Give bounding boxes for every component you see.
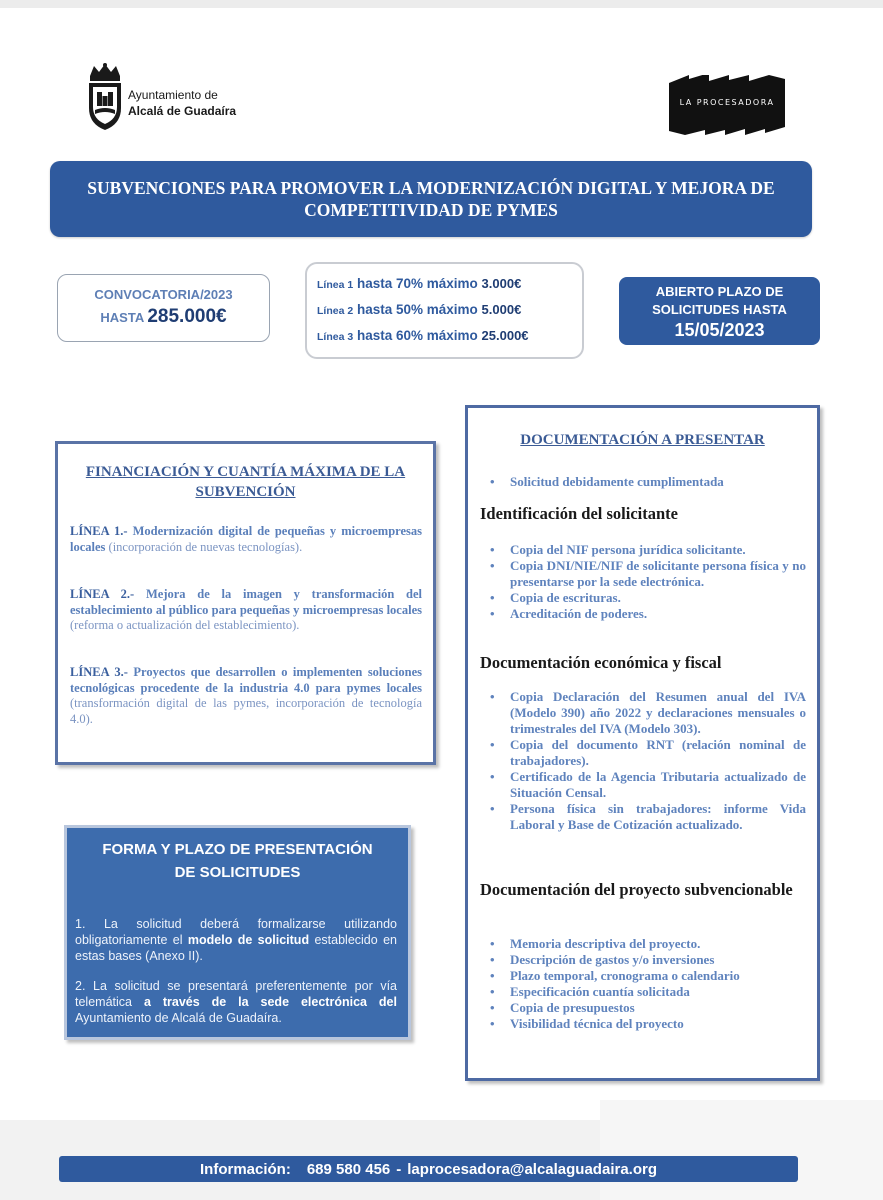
list-item: • Copia de escrituras. <box>480 590 806 606</box>
linea-name: Línea 1 <box>317 279 354 291</box>
convocatoria-amount: 285.000€ <box>147 306 227 327</box>
footer-phone[interactable]: 689 580 456 <box>306 1160 391 1178</box>
la-procesadora-logo <box>669 75 785 135</box>
section-heading: Documentación del proyecto subvencionable <box>480 880 793 899</box>
section-list <box>480 936 806 1032</box>
convocatoria-prefix: HASTA <box>100 310 144 325</box>
financiacion-box <box>55 441 436 765</box>
linea-light: (transformación digital de las pymes, incorporación de tecnología 4.0). <box>70 696 422 726</box>
list-item: • Descripción de gastos y/o inversiones <box>480 952 806 968</box>
footer-separator: - <box>396 1160 402 1178</box>
list-item: • Copia del documento RNT (relación nominal de trabajadores). <box>480 737 806 769</box>
linea-name: Línea 3 <box>317 331 354 343</box>
financiacion-title: FINANCIACIÓN Y CUANTÍA MÁXIMA DE LA SUBVENCIÓN <box>85 464 406 500</box>
list-item: • Acreditación de poderes. <box>480 606 806 622</box>
logo-left-line2: Alcalá de Guadaíra <box>128 104 237 118</box>
linea-bold: Mejora de la imagen y transformación del establecimiento al público para pequeñas y microempresas locales <box>70 587 423 617</box>
documentacion-title: DOCUMENTACIÓN A PRESENTAR <box>520 432 765 448</box>
linea-amount: 3.000€ <box>481 276 522 291</box>
linea-light: (incorporación de nuevas tecnologías). <box>108 539 303 554</box>
plazo-line2: SOLICITUDES HASTA <box>652 302 787 317</box>
main-title: SUBVENCIONES PARA PROMOVER LA MODERNIZACIÓN DIGITAL Y MEJORA DE COMPETITIVIDAD DE PYMES <box>87 178 775 220</box>
linea-name: Línea 2 <box>317 305 354 317</box>
linea-row <box>317 276 521 291</box>
list-item: • Memoria descriptiva del proyecto. <box>480 936 806 952</box>
convocatoria-label: CONVOCATORIA/2023 <box>94 287 233 302</box>
logo-right-text: LA PROCESADORA <box>679 98 775 107</box>
footer-label: Información: <box>200 1160 291 1178</box>
linea-bold: Modernización digital de pequeñas y microempresas locales <box>70 524 422 554</box>
linea-row <box>317 302 521 317</box>
main-title-bar <box>50 161 812 237</box>
plazo-box <box>619 277 820 345</box>
list-item: • Copia del NIF persona jurídica solicitante. <box>480 542 806 558</box>
linea-text: hasta 70% máximo <box>356 276 478 291</box>
info-footer <box>59 1156 798 1182</box>
list-item: • Plazo temporal, cronograma o calendario <box>480 968 806 984</box>
coat-of-arms-icon <box>86 62 124 132</box>
linea-light: (reforma o actualización del establecimiento). <box>70 618 300 632</box>
list-item: • Especificación cuantía solicitada <box>480 984 806 1000</box>
forma-p1-a: 1. La solicitud deberá formalizarse utilizando obligatoriamente el <box>75 917 397 947</box>
forma-p1-c: establecido en estas bases (Anexo II). <box>75 933 397 963</box>
list-item: • Copia DNI/NIE/NIF de solicitante persona física y no presentarse por la sede electrónica. <box>480 558 806 590</box>
section-list <box>480 542 806 622</box>
section-heading: Documentación económica y fiscal <box>480 653 722 672</box>
convocatoria-amount-line <box>58 306 269 328</box>
linea-bold: Proyectos que desarrollen o implementen soluciones tecnológicas procedente de la industria 4.0 para pymes locales <box>70 665 422 695</box>
list-item: • Copia Declaración del Resumen anual del IVA (Modelo 390) año 2022 y declaraciones mensuales o trimestrales del IVA (Modelo 303). <box>480 689 806 737</box>
convocatoria-box <box>57 274 270 342</box>
documentacion-box <box>465 405 820 1081</box>
list-item: • Visibilidad técnica del proyecto <box>480 1016 806 1032</box>
list-item: • Certificado de la Agencia Tributaria actualizado de Situación Censal. <box>480 769 806 801</box>
section-heading: Identificación del solicitante <box>480 504 678 523</box>
forma-p2-c: Ayuntamiento de Alcalá de Guadaíra. <box>75 1011 282 1025</box>
plazo-date: 15/05/2023 <box>674 320 765 340</box>
forma-title-line1: FORMA Y PLAZO DE PRESENTACIÓN <box>102 841 373 858</box>
ayuntamiento-logo <box>86 62 256 132</box>
list-item: • Copia de presupuestos <box>480 1000 806 1016</box>
linea-amount: 5.000€ <box>481 302 522 317</box>
forma-paragraph-2 <box>75 978 397 1026</box>
linea-head: LÍNEA 1.- <box>70 524 128 538</box>
linea-row <box>317 328 529 343</box>
forma-paragraph-1 <box>75 916 397 964</box>
forma-title-line2: DE SOLICITUDES <box>174 864 301 881</box>
forma-plazo-box <box>64 825 411 1040</box>
list-item: • Solicitud debidamente cumplimentada <box>480 474 806 490</box>
footer-email[interactable]: laprocesadora@alcalaguadaira.org <box>407 1160 657 1178</box>
linea-amount: 25.000€ <box>481 328 529 343</box>
financiacion-linea-3 <box>70 665 422 727</box>
linea-head: LÍNEA 2.- <box>70 587 135 601</box>
lineas-box <box>305 262 584 359</box>
linea-head: LÍNEA 3.- <box>70 665 128 679</box>
logo-left-line1: Ayuntamiento de <box>128 88 218 102</box>
top-strip <box>0 0 883 8</box>
forma-p1-b: modelo de solicitud <box>187 933 310 947</box>
section-list <box>480 689 806 833</box>
linea-text: hasta 60% máximo <box>356 328 478 343</box>
documentacion-intro-list <box>480 474 806 490</box>
forma-p2-b: a través de la sede electrónica del <box>143 995 397 1009</box>
forma-p2-a: 2. La solicitud se presentará preferentemente por vía telemática <box>75 979 397 1009</box>
financiacion-linea-1 <box>70 524 422 555</box>
linea-text: hasta 50% máximo <box>356 302 478 317</box>
bottom-strip-right <box>600 1100 883 1200</box>
list-item: • Persona física sin trabajadores: informe Vida Laboral y Base de Cotización actualizado. <box>480 801 806 833</box>
financiacion-linea-2 <box>70 587 422 634</box>
plazo-line1: ABIERTO PLAZO DE <box>655 284 784 299</box>
